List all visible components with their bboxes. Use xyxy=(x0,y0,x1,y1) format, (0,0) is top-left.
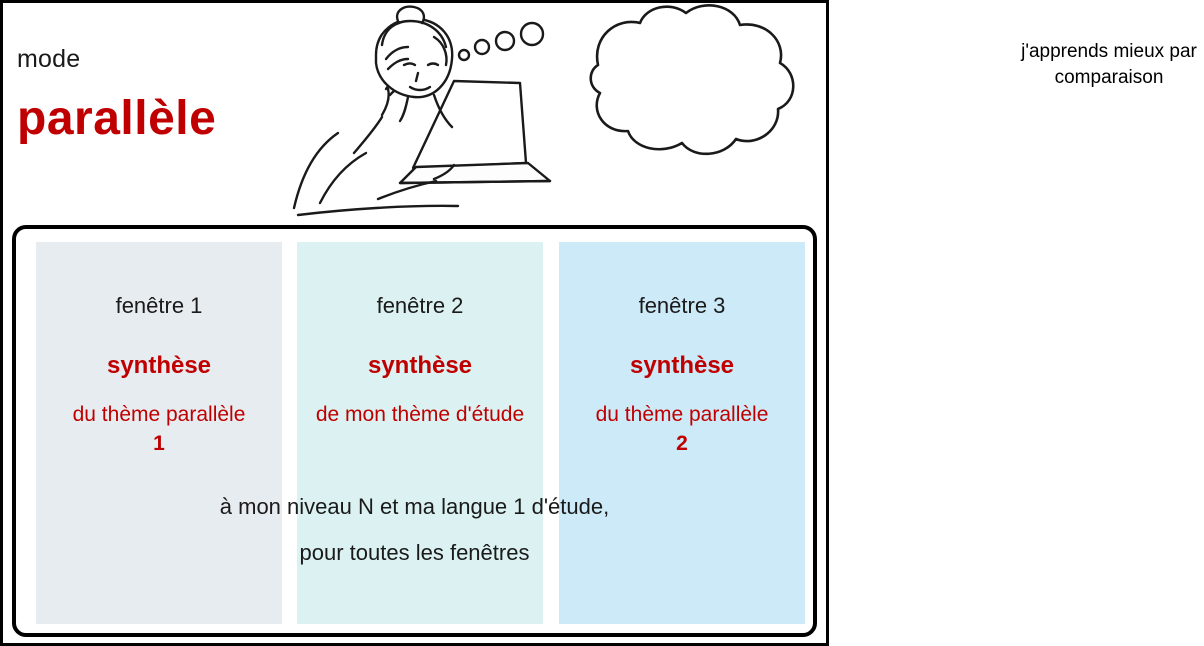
window-label-2: fenêtre 2 xyxy=(376,293,464,318)
windows-panel xyxy=(12,225,817,637)
window-description-3 xyxy=(559,400,805,458)
thought-bubble-icon xyxy=(446,3,1197,163)
window-description-text-3: du thème parallèle xyxy=(595,403,769,426)
window-description-text-2: de mon thème d'étude xyxy=(315,403,525,426)
synthesis-label-3: synthèse xyxy=(629,352,735,379)
window-description-text-1: du thème parallèle xyxy=(72,403,246,426)
mode-label: mode xyxy=(17,45,81,73)
footer-note-line-2: pour toutes les fenêtres xyxy=(299,540,530,565)
window-number-1: 1 xyxy=(153,432,165,455)
page-title: parallèle xyxy=(17,92,217,145)
window-label-3: fenêtre 3 xyxy=(638,293,726,318)
window-column-1[interactable] xyxy=(36,242,282,624)
thought-bubble-text: j'apprends mieux par comparaison xyxy=(1021,41,1197,88)
footer-note-line-1: à mon niveau N et ma langue 1 d'étude, xyxy=(219,494,610,519)
window-number-3: 2 xyxy=(676,432,688,455)
synthesis-label-1: synthèse xyxy=(106,352,212,379)
window-column-2[interactable] xyxy=(297,242,543,624)
window-label-1: fenêtre 1 xyxy=(115,293,203,318)
window-column-3[interactable] xyxy=(559,242,805,624)
header-section xyxy=(3,3,1197,221)
synthesis-label-2: synthèse xyxy=(367,352,473,379)
window-description-1 xyxy=(36,400,282,458)
windows-columns xyxy=(16,229,813,633)
window-description-2 xyxy=(297,400,543,429)
